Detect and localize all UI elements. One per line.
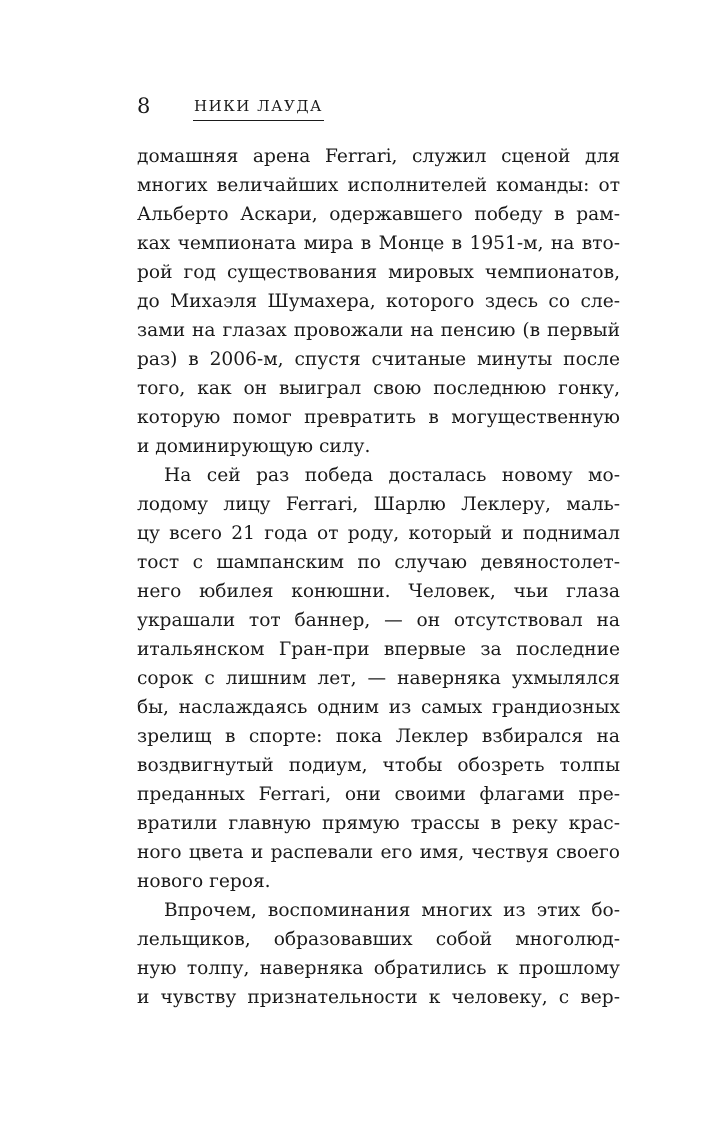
text-line: тост с шампанским по случаю девяностолет-: [137, 552, 620, 573]
running-head-title: НИКИ ЛАУДА: [194, 97, 323, 115]
text-line: бы, наслаждаясь одним из самых грандиозных: [137, 697, 620, 718]
text-line: ках чемпионата мира в Монце в 1951-м, на вто-: [137, 233, 620, 254]
text-line: итальянском Гран-при впервые за последние: [137, 639, 620, 660]
text-line: раз) в 2006-м, спустя считаные минуты после: [137, 349, 620, 370]
body-text: [137, 142, 620, 1012]
page-number: 8: [137, 94, 151, 118]
text-line: рой год существования мировых чемпионатов,: [137, 262, 620, 283]
text-line: и доминирующую силу.: [137, 436, 371, 457]
text-line: На сей раз победа досталась новому мо-: [164, 465, 620, 486]
text-line: Впрочем, воспоминания многих из этих бо-: [164, 900, 620, 921]
text-line: лодому лицу Ferrari, Шарлю Леклеру, маль-: [137, 494, 620, 515]
text-line: сорок с лишним лет, — наверняка ухмылялся: [137, 668, 620, 689]
text-line: Альберто Аскари, одержавшего победу в рам-: [137, 204, 620, 225]
text-line: зрелищ в спорте: пока Леклер взбирался на: [137, 726, 620, 747]
text-line: воздвигнутый подиум, чтобы обозреть толпы: [137, 755, 620, 776]
running-head: [137, 93, 337, 123]
paragraph-2: [137, 461, 620, 896]
text-line: преданных Ferrari, они своими флагами пре-: [137, 784, 620, 805]
text-line: до Михаэля Шумахера, которого здесь со сле-: [137, 291, 620, 312]
running-head-rule: [193, 120, 324, 121]
text-line: лельщиков, образовавших собой многолюд-: [137, 929, 620, 950]
text-line: того, как он выиграл свою последнюю гонку,: [137, 378, 620, 399]
text-line: которую помог превратить в могущественную: [137, 407, 620, 428]
text-line: ную толпу, наверняка обратились к прошлому: [137, 958, 620, 979]
text-line: него юбилея конюшни. Человек, чьи глаза: [137, 581, 620, 602]
text-line: многих величайших исполнителей команды: от: [137, 175, 620, 196]
text-line: и чувству признательности к человеку, с вер-: [137, 987, 620, 1008]
text-line: украшали тот баннер, — он отсутствовал на: [137, 610, 620, 631]
text-line: цу всего 21 года от роду, который и поднимал: [137, 523, 620, 544]
text-line: нового героя.: [137, 871, 271, 892]
text-line: вратили главную прямую трассы в реку крас-: [137, 813, 620, 834]
paragraph-3: [137, 896, 620, 1012]
text-line: ного цвета и распевали его имя, чествуя своего: [137, 842, 620, 863]
text-line: зами на глазах провожали на пенсию (в первый: [137, 320, 620, 341]
paragraph-1: [137, 142, 620, 461]
text-line: домашняя арена Ferrari, служил сценой для: [137, 146, 620, 167]
